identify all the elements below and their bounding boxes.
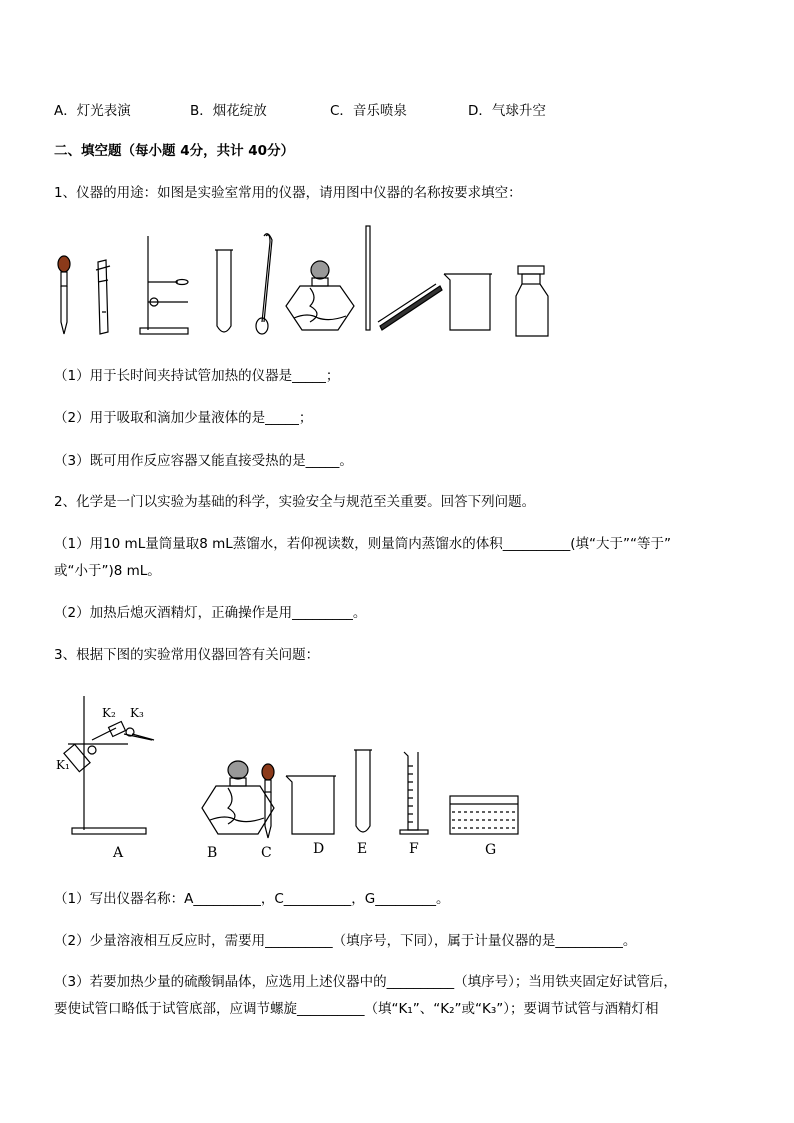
q2-stem: 2、化学是一门以实验为基础的科学，实验安全与规范至关重要。回答下列问题。 — [54, 494, 536, 510]
reagent-bottle-icon — [516, 266, 548, 336]
q2-part2: （2）加热后熄灭酒精灯，正确操作是用_________。 — [54, 605, 367, 621]
option-a: A．灯光表演 — [54, 103, 131, 119]
q1-stem: 1、仪器的用途：如图是实验室常用的仪器，请用图中仪器的名称按要求填空： — [54, 185, 522, 201]
label-k1: K₁ — [56, 758, 70, 772]
label-g: G — [485, 842, 497, 858]
water-trough-icon — [450, 796, 518, 834]
label-d: D — [313, 841, 325, 857]
beaker-icon — [444, 274, 492, 330]
q3-part3-line2: 要使试管口略低于试管底部，应调节螺旋__________（填“K₁”、“K₂”或“K₃”）；要调节试管与酒精灯相 — [54, 1001, 659, 1017]
q2-part1-line2: 或“小于”)8 mL。 — [54, 563, 161, 579]
q3-part2: （2）少量溶液相互反应时，需要用__________（填序号，下同），属于计量仪器的是__________。 — [54, 933, 637, 949]
q1-part3: （3）既可用作反应容器又能直接受热的是_____。 — [54, 453, 353, 469]
section-title: 二、填空题（每小题 4分，共计 40分） — [54, 143, 295, 159]
q3-stem: 3、根据下图的实验常用仪器回答有关问题： — [54, 647, 320, 663]
test-tube-icon — [215, 250, 233, 332]
label-f: F — [409, 841, 419, 857]
test-tube-icon — [354, 750, 372, 832]
glass-rod-icon — [366, 226, 370, 330]
iron-stand-icon — [140, 236, 188, 334]
beaker-icon — [286, 776, 336, 834]
dropper-icon — [58, 256, 70, 334]
option-b: B．烟花绽放 — [190, 103, 267, 119]
q3-part1: （1）写出仪器名称：A__________，C__________，G_________。 — [54, 891, 450, 907]
label-e: E — [357, 841, 368, 857]
label-b: B — [207, 845, 218, 861]
q2-part1-line1: （1）用10 mL量筒量取8 mL蒸馏水，若仰视读数，则量筒内蒸馏水的体积__________(填“大于”“等于” — [54, 536, 672, 552]
combustion-spoon-icon — [256, 234, 272, 334]
test-tube-holder-icon — [96, 260, 110, 334]
q3-apparatus-figure — [50, 688, 520, 848]
alcohol-lamp-icon — [286, 261, 354, 330]
measuring-cylinder-icon — [400, 752, 428, 834]
q1-apparatus-figure — [48, 222, 568, 342]
q3-part3-line1: （3）若要加热少量的硫酸铜晶体，应选用上述仪器中的__________（填序号）；当用铁夹固定好试管后， — [54, 974, 677, 990]
option-d: D．气球升空 — [468, 103, 546, 119]
q1-part2: （2）用于吸取和滴加少量液体的是_____； — [54, 410, 313, 426]
q1-part1: （1）用于长时间夹持试管加热的仪器是_____； — [54, 368, 340, 384]
label-k3: K₃ — [130, 706, 144, 720]
option-c: C．音乐喷泉 — [330, 103, 407, 119]
tweezers-icon — [378, 284, 442, 330]
label-a: A — [113, 845, 124, 861]
label-k2: K₂ — [102, 706, 116, 720]
dropper-icon — [262, 764, 274, 838]
label-c: C — [261, 845, 272, 861]
